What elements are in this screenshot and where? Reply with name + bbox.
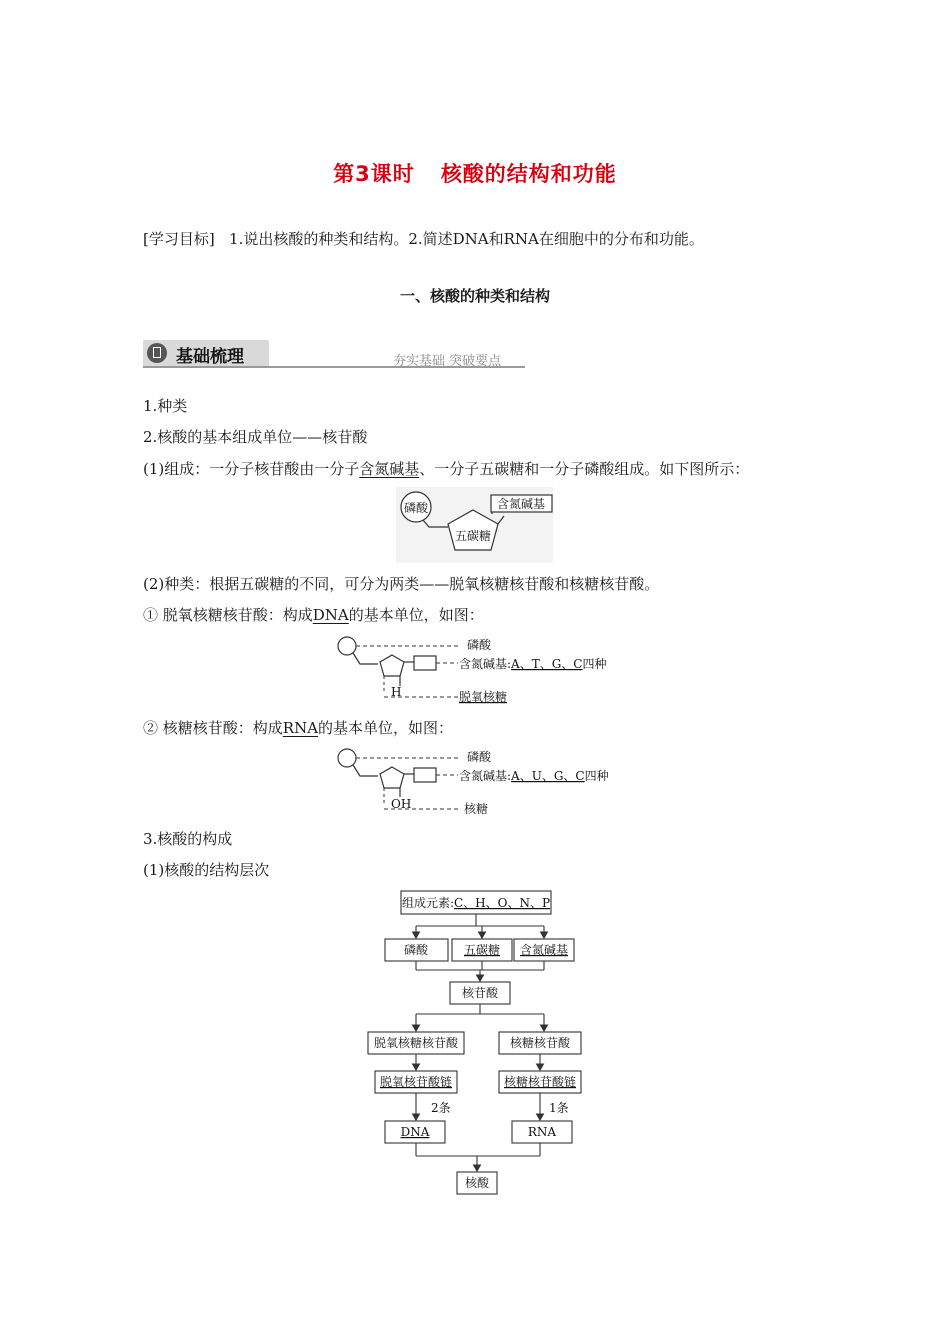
item-ribonucleotide: ② 核糖核苷酸：构成RNA的基本单位，如图： (143, 719, 454, 737)
base-label: 含氮碱基:A、T、G、C四种 (459, 657, 607, 671)
section-banner (143, 340, 525, 372)
item-composition: (1)组成：一分子核苷酸由一分子含氮碱基、一分子五碳糖和一分子磷酸组成。如下图所示： (143, 460, 750, 478)
banner-label: 基础梳理 (176, 347, 244, 367)
dna-box: DNA (400, 1125, 430, 1139)
dna-count-label: 2条 (431, 1101, 451, 1115)
nucleic-acid-box: 核酸 (464, 1176, 490, 1190)
ribo-nucleotide-box: 核糖核苷酸 (509, 1036, 571, 1050)
phosphate-label: 磷酸 (403, 501, 429, 515)
section-heading: 一、核酸的种类和结构 (399, 287, 550, 305)
sugar-label: 核糖 (464, 802, 489, 816)
sugar-label: 五碳糖 (454, 529, 492, 543)
page-title: 第3课时 核酸的结构和功能 (333, 162, 617, 186)
item-basic-unit: 2.核酸的基本组成单位——核苷酸 (143, 428, 368, 446)
rna-count-label: 1条 (549, 1101, 569, 1115)
item-deoxynucleotide: ① 脱氧核糖核苷酸：构成DNA的基本单位，如图： (143, 606, 484, 624)
oh-group-label: OH (391, 797, 412, 811)
phosphate-label: 磷酸 (467, 638, 492, 652)
item-structure-levels: (1)核酸的结构层次 (143, 861, 270, 879)
ribo-chain-box: 核糖核苷酸链 (503, 1075, 577, 1089)
deoxynucleotide-figure (334, 633, 619, 707)
base-label: 含氮碱基 (496, 497, 546, 511)
item-structure: 3.核酸的构成 (143, 830, 233, 848)
phosphate-box: 磷酸 (403, 943, 429, 957)
item-classification: (2)种类：根据五碳糖的不同，可分为两类——脱氧核糖核苷酸和核糖核苷酸。 (143, 575, 660, 593)
ribonucleotide-figure (334, 745, 619, 819)
elements-box: 组成元素:C、H、O、N、P (401, 896, 551, 910)
sugar-label: 脱氧核糖 (459, 690, 508, 704)
base-box: 含氮碱基 (519, 943, 569, 957)
item-types: 1.种类 (143, 397, 188, 415)
answer-blank: 含氮碱基 (359, 460, 420, 478)
base-label: 含氮碱基:A、U、G、C四种 (459, 769, 609, 783)
nucleotide-figure (396, 487, 553, 563)
phosphate-label: 磷酸 (467, 750, 492, 764)
structure-flowchart (365, 888, 585, 1198)
deoxy-chain-box: 脱氧核苷酸链 (379, 1075, 453, 1089)
learning-objectives (143, 229, 704, 249)
objectives-label: [学习目标] (143, 230, 215, 248)
banner-subtitle: 夯实基础 突破要点 (393, 354, 502, 369)
deoxy-nucleotide-box: 脱氧核糖核苷酸 (373, 1036, 459, 1050)
sugar-box: 五碳糖 (463, 943, 501, 957)
objectives-text: 1.说出核酸的种类和结构。2.简述DNA和RNA在细胞中的分布和功能。 (229, 230, 704, 248)
h-group-label: H (391, 685, 402, 699)
document-icon (147, 343, 167, 363)
nucleotide-box: 核苷酸 (461, 986, 499, 1000)
rna-box: RNA (527, 1125, 557, 1139)
